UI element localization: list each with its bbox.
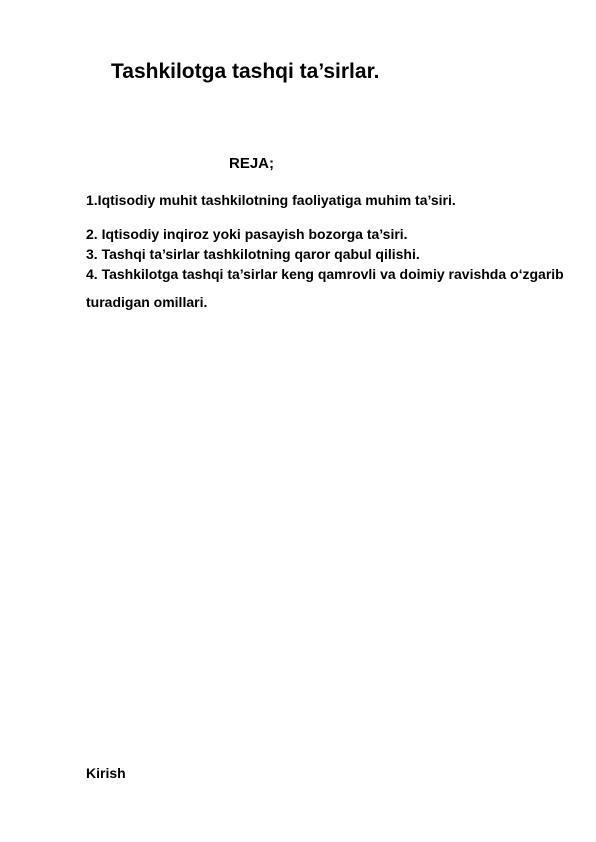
plan-item-4: 4. Tashkilotga tashqi ta’sirlar keng qamrovli va doimiy ravishda o‘zgarib turadigan omillari. [86, 266, 564, 310]
section-heading-intro: Kirish [86, 765, 126, 781]
plan-item-2: 2. Iqtisodiy inqiroz yoki pasayish bozorga ta’siri. [86, 226, 408, 242]
plan-list [86, 190, 566, 316]
plan-heading: REJA; [229, 155, 275, 172]
plan-item-3: 3. Tashqi ta’sirlar tashkilotning qaror qabul qilishi. [86, 246, 420, 262]
plan-item-1: 1.Iqtisodiy muhit tashkilotning faoliyatiga muhim ta’siri. [86, 192, 456, 208]
document-title: Tashkilotga tashqi ta’sirlar. [111, 60, 380, 83]
